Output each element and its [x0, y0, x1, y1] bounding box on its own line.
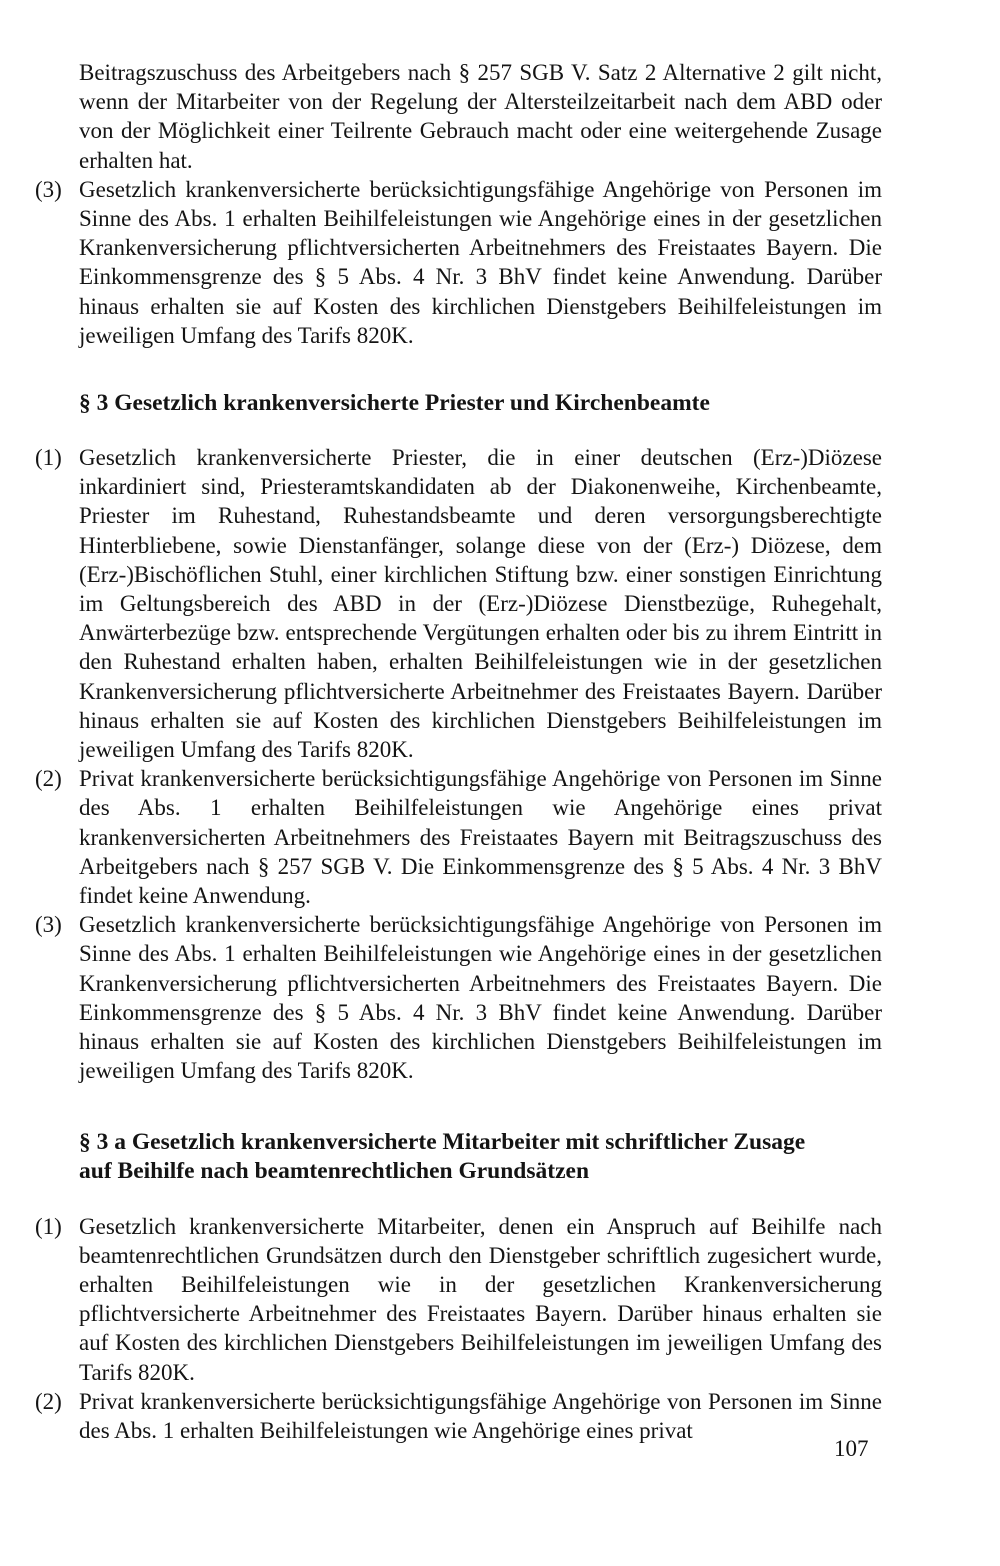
page-number: 107	[834, 1436, 869, 1461]
paragraph-number: (1)	[35, 445, 62, 471]
paragraph-text: Gesetzlich krankenversicherte berücksichtigungsfähige Angehörige von Personen im Sinne des Abs. 1 erhalten Beihilfeleistungen wie Angehörige eines in der gesetzlichen Krankenversicherung pflichtversicherten Arbeitnehmers des Freistaates Bayern. Die Einkommensgrenze des § 5 Abs. 4 Nr. 3 BhV findet keine Anwendung. Darüber hinaus erhalten sie auf Kosten des kirchlichen Dienstgebers Beihilfeleistungen im jeweiligen Umfang des Tarifs 820K.	[79, 912, 882, 1084]
paragraph-text: Privat krankenversicherte berücksichtigungsfähige Angehörige von Personen im Sinne des Abs. 1 erhalten Beihilfeleistungen wie Angehörige eines privat krankenversicherten Arbeitnehmers des Freistaates Bayern mit Beitragszuschuss des Arbeitgebers nach § 257 SGB V. Die Einkommensgrenze des § 5 Abs. 4 Nr. 3 BhV findet keine Anwendung.	[79, 766, 882, 909]
section-heading-line: § 3 a Gesetzlich krankenversicherte Mitarbeiter mit schriftlicher Zusage	[79, 1128, 806, 1155]
paragraph-text: Privat krankenversicherte berücksichtigungsfähige Angehörige von Personen im Sinne des Abs. 1 erhalten Beihilfeleistungen wie Angehörige eines privat	[79, 1388, 882, 1443]
continuation-paragraph: Beitragszuschuss des Arbeitgebers nach § 257 SGB V. Satz 2 Alternative 2 gilt nicht, wenn der Mitarbeiter von der Regelung der Altersteilzeitarbeit nach dem ABD oder von der Möglichkeit einer Teilrente Gebrauch macht oder eine weitergehende Zusage erhalten hat.	[79, 60, 882, 173]
paragraph-text: Gesetzlich krankenversicherte Priester, die in einer deutschen (Erz-)Diözese inkardiniert sind, Priesteramtskandidaten ab der Diakonenweihe, Kirchenbeamte, Priester im Ruhestand, Ruhestandsbeamte und deren versorgungsberechtigte Hinterbliebene, sowie Dienstanfänger, solange diese von der (Erz-) Diözese, dem (Erz-)Bischöflichen Stuhl, einer kirchlichen Stiftung bzw. einer sonstigen Einrichtung im Geltungsbereich des ABD in der (Erz-)Diözese Dienstbezüge, Ruhegehalt, Anwärterbezüge bzw. entsprechende Vergütungen erhalten oder bis zu ihrem Eintritt in den Ruhestand erhalten haben, erhalten Beihilfeleistungen wie in der gesetzlichen Krankenversicherung pflichtversicherte Arbeitnehmer des Freistaates Bayern. Darüber hinaus erhalten sie auf Kosten des kirchlichen Dienstgebers Beihilfeleistungen im jeweiligen Umfang des Tarifs 820K.	[79, 445, 882, 763]
paragraph-text: Gesetzlich krankenversicherte Mitarbeiter, denen ein Anspruch auf Beihilfe nach beamtenrechtlichen Grundsätzen durch den Dienstgeber schriftlich zugesichert wurde, erhalten Beihilfeleistungen wie in der gesetzlichen Krankenversicherung pflichtversicherte Arbeitnehmer des Freistaates Bayern. Darüber hinaus erhalten sie auf Kosten des kirchlichen Dienstgebers Beihilfeleistungen im jeweiligen Umfang des Tarifs 820K.	[79, 1213, 882, 1385]
paragraph-text: Gesetzlich krankenversicherte berücksichtigungsfähige Angehörige von Personen im Sinne des Abs. 1 erhalten Beihilfeleistungen wie Angehörige eines in der gesetzlichen Krankenversicherung pflichtversicherten Arbeitnehmers des Freistaates Bayern. Die Einkommensgrenze des § 5 Abs. 4 Nr. 3 BhV findet keine Anwendung. Darüber hinaus erhalten sie auf Kosten des kirchlichen Dienstgebers Beihilfeleistungen im jeweiligen Umfang des Tarifs 820K.	[79, 176, 882, 348]
paragraph-item	[35, 764, 882, 910]
section-heading	[79, 1128, 882, 1186]
paragraph-number: (1)	[35, 1213, 62, 1239]
paragraph-number: (2)	[35, 766, 62, 792]
paragraph-item	[35, 910, 882, 1085]
paragraph-item	[35, 1212, 882, 1387]
paragraph-number: (2)	[35, 1388, 62, 1414]
paragraph-number: (3)	[35, 176, 62, 202]
paragraph-number: (3)	[35, 912, 62, 938]
paragraph-item	[35, 1387, 882, 1445]
section-heading: § 3 Gesetzlich krankenversicherte Priester und Kirchenbeamte	[79, 390, 710, 417]
paragraph-item	[35, 443, 882, 764]
section-heading-line: auf Beihilfe nach beamtenrechtlichen Grundsätzen	[79, 1157, 590, 1184]
paragraph-item	[35, 175, 882, 350]
